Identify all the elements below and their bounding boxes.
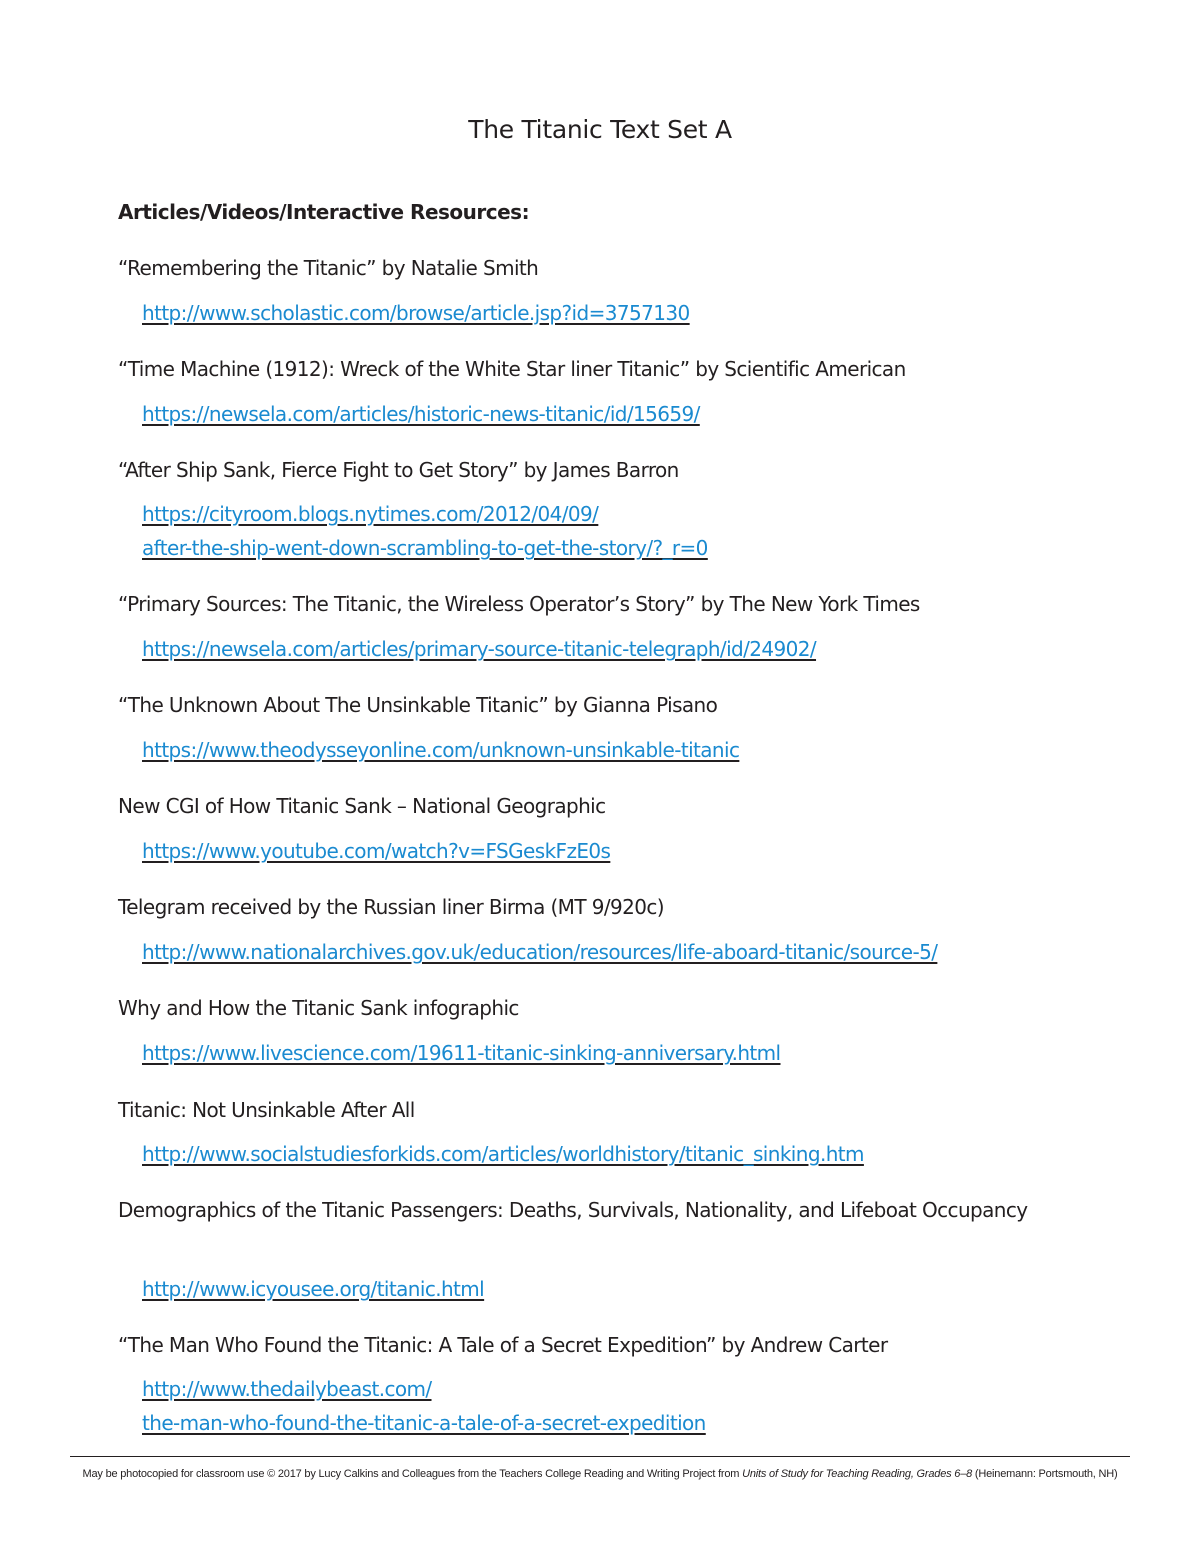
- resource-link-continued[interactable]: after-the-ship-went-down-scrambling-to-get-the-story/?_r=0: [142, 536, 708, 560]
- footer-series-title: Units of Study for Teaching Reading, Grades 6–8: [742, 1468, 973, 1480]
- resource-title: Demographics of the Titanic Passengers: Deaths, Survivals, Nationality, and Lifeboat Occupancy: [118, 1198, 1028, 1222]
- resource-link[interactable]: http://www.nationalarchives.gov.uk/education/resources/life-aboard-titanic/source-5/: [142, 940, 938, 964]
- resource-title: “Primary Sources: The Titanic, the Wireless Operator’s Story” by The New York Times: [118, 592, 920, 616]
- resource-title: “The Unknown About The Unsinkable Titanic” by Gianna Pisano: [118, 693, 718, 717]
- resource-title: “Time Machine (1912): Wreck of the White Star liner Titanic” by Scientific American: [118, 357, 906, 381]
- resource-link[interactable]: https://cityroom.blogs.nytimes.com/2012/04/09/: [142, 502, 599, 526]
- resource-title: Titanic: Not Unsinkable After All: [118, 1098, 415, 1122]
- resource-link[interactable]: http://www.icyousee.org/titanic.html: [142, 1277, 485, 1301]
- resource-title: “After Ship Sank, Fierce Fight to Get Story” by James Barron: [118, 458, 679, 482]
- footer-note: [70, 1466, 1130, 1482]
- resource-link[interactable]: http://www.scholastic.com/browse/article.jsp?id=3757130: [142, 301, 690, 325]
- resource-link-continued[interactable]: the-man-who-found-the-titanic-a-tale-of-a-secret-expedition: [142, 1411, 706, 1435]
- resource-link[interactable]: http://www.socialstudiesforkids.com/articles/worldhistory/titanic_sinking.htm: [142, 1142, 864, 1166]
- resource-title: New CGI of How Titanic Sank – National Geographic: [118, 794, 606, 818]
- footer-rule: [70, 1456, 1130, 1457]
- resource-title: Why and How the Titanic Sank infographic: [118, 996, 519, 1020]
- resource-link[interactable]: https://www.theodysseyonline.com/unknown-unsinkable-titanic: [142, 738, 740, 762]
- page-title: The Titanic Text Set A: [468, 115, 732, 144]
- resource-title: Telegram received by the Russian liner Birma (MT 9/920c): [118, 895, 664, 919]
- resource-link[interactable]: https://newsela.com/articles/primary-source-titanic-telegraph/id/24902/: [142, 637, 817, 661]
- section-heading: Articles/Videos/Interactive Resources:: [118, 200, 530, 224]
- resource-link[interactable]: https://www.livescience.com/19611-titanic-sinking-anniversary.html: [142, 1041, 781, 1065]
- resource-link[interactable]: http://www.thedailybeast.com/: [142, 1377, 432, 1401]
- resource-title: “The Man Who Found the Titanic: A Tale of a Secret Expedition” by Andrew Carter: [118, 1333, 888, 1357]
- footer-publisher: (Heinemann: Portsmouth, NH): [974, 1468, 1118, 1480]
- resource-title: “Remembering the Titanic” by Natalie Smith: [118, 256, 539, 280]
- footer-permission-text: May be photocopied for classroom use © 2017 by Lucy Calkins and Colleagues from the Teachers College Reading and Writing Project from: [82, 1468, 740, 1480]
- resource-link[interactable]: https://newsela.com/articles/historic-news-titanic/id/15659/: [142, 402, 700, 426]
- resource-link[interactable]: https://www.youtube.com/watch?v=FSGeskFzE0s: [142, 839, 611, 863]
